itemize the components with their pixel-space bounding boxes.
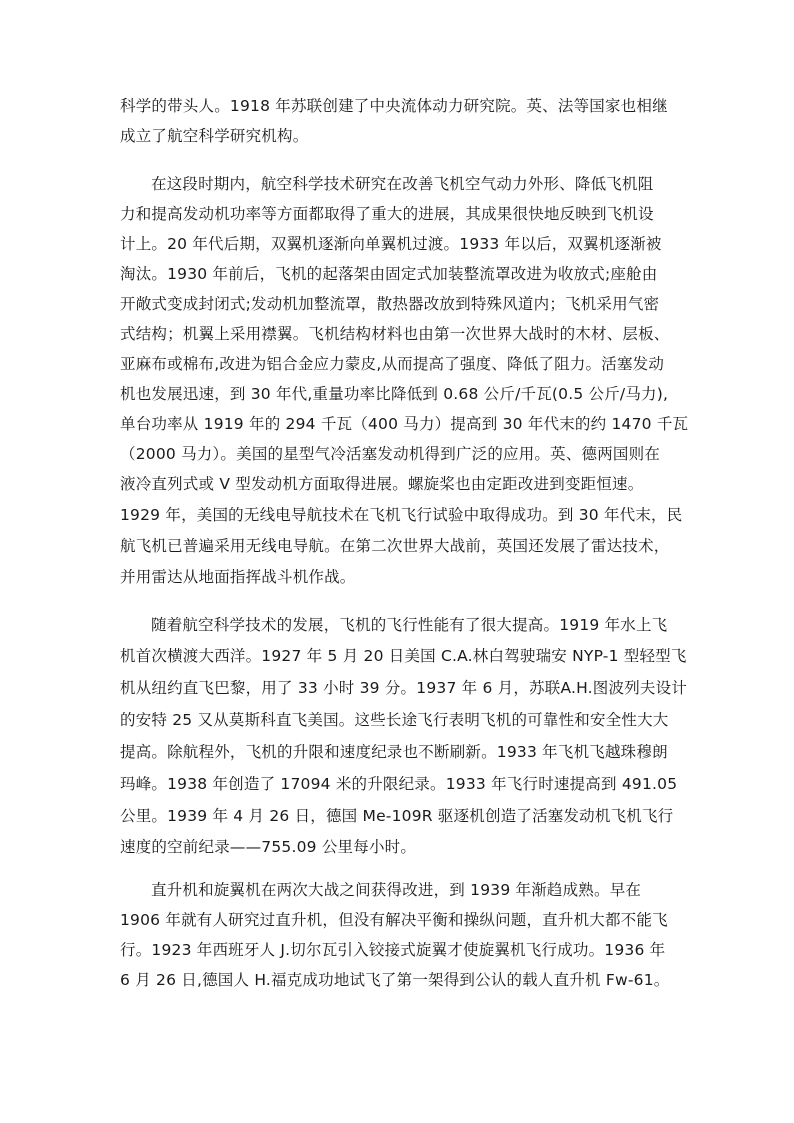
text-line: 计上。20 年代后期，双翼机逐渐向单翼机过渡。1933 年以后，双翼机逐渐被	[120, 235, 662, 253]
text-line: 成立了航空科学研究机构。	[120, 127, 309, 145]
text-line: 1906 年就有人研究过直升机，但没有解决平衡和操纵问题，直升机大都不能飞	[120, 911, 668, 929]
text-line: （2000 马力）。美国的星型气冷活塞发动机得到广泛的应用。英、德两国则在	[120, 445, 661, 463]
text-line: 机首次横渡大西洋。1927 年 5 月 20 日美国 C.A.林白驾驶瑞安 NYP-1 型轻型飞	[120, 647, 687, 665]
text-line: 速度的空前纪录——755.09 公里每小时。	[120, 838, 417, 856]
text-line: 式结构；机翼上采用襟翼。飞机结构材料也由第一次世界大战时的木材、层板、	[120, 325, 670, 343]
text-line: 航飞机已普遍采用无线电导航。在第二次世界大战前，英国还发展了雷达技术，	[120, 537, 670, 555]
text-line: 机从纽约直飞巴黎，用了 33 小时 39 分。1937 年 6 月，苏联A.H.图波列夫设计	[120, 679, 688, 697]
text-line: 随着航空科学技术的发展，飞机的飞行性能有了很大提高。1919 年水上飞	[151, 616, 668, 634]
text-line: 行。1923 年西班牙人 J.切尔瓦引入铰接式旋翼才使旋翼机飞行成功。1936 年	[120, 941, 666, 959]
text-line: 淘汰。1930 年前后，飞机的起落架由固定式加装整流罩改进为收放式;座舱由	[120, 265, 658, 283]
text-line: 单台功率从 1919 年的 294 千瓦（400 马力）提高到 30 年代末的约 1470 千瓦	[120, 415, 689, 433]
text-line: 并用雷达从地面指挥战斗机作战。	[120, 568, 356, 586]
text-line: 开敞式变成封闭式;发动机加整流罩，散热器改放到特殊风道内；飞机采用气密	[120, 295, 660, 313]
text-line: 公里。1939 年 4 月 26 日，德国 Me-109R 驱逐机创造了活塞发动机飞机飞行	[120, 807, 674, 825]
text-line: 6 月 26 日,德国人 H.福克成功地试飞了第一架得到公认的载人直升机 Fw-61。	[120, 971, 670, 989]
text-line: 1929 年，美国的无线电导航技术在飞机飞行试验中取得成功。到 30 年代末，民	[120, 506, 683, 524]
text-line: 玛峰。1938 年创造了 17094 米的升限纪录。1933 年飞行时速提高到 491.05	[120, 775, 678, 793]
text-line: 科学的带头人。1918 年苏联创建了中央流体动力研究院。英、法等国家也相继	[120, 97, 668, 115]
text-line: 提高。除航程外，飞机的升限和速度纪录也不断刷新。1933 年飞机飞越珠穆朗	[120, 743, 668, 761]
text-line: 机也发展迅速，到 30 年代,重量功率比降低到 0.68 公斤/千瓦(0.5 公斤/马力),	[120, 385, 669, 403]
text-line: 直升机和旋翼机在两次大战之间获得改进，到 1939 年渐趋成熟。早在	[151, 881, 642, 899]
text-line: 在这段时期内，航空科学技术研究在改善飞机空气动力外形、降低飞机阻	[151, 175, 654, 193]
text-line: 的安特 25 又从莫斯科直飞美国。这些长途飞行表明飞机的可靠性和安全性大大	[120, 711, 669, 729]
text-line: 液冷直列式或 V 型发动机方面取得进展。螺旋桨也由定距改进到变距恒速。	[120, 475, 644, 493]
text-line: 力和提高发动机功率等方面都取得了重大的进展，其成果很快地反映到飞机设	[120, 205, 654, 223]
text-line: 亚麻布或棉布,改进为铝合金应力蒙皮,从而提高了强度、降低了阻力。活塞发动	[120, 355, 665, 373]
